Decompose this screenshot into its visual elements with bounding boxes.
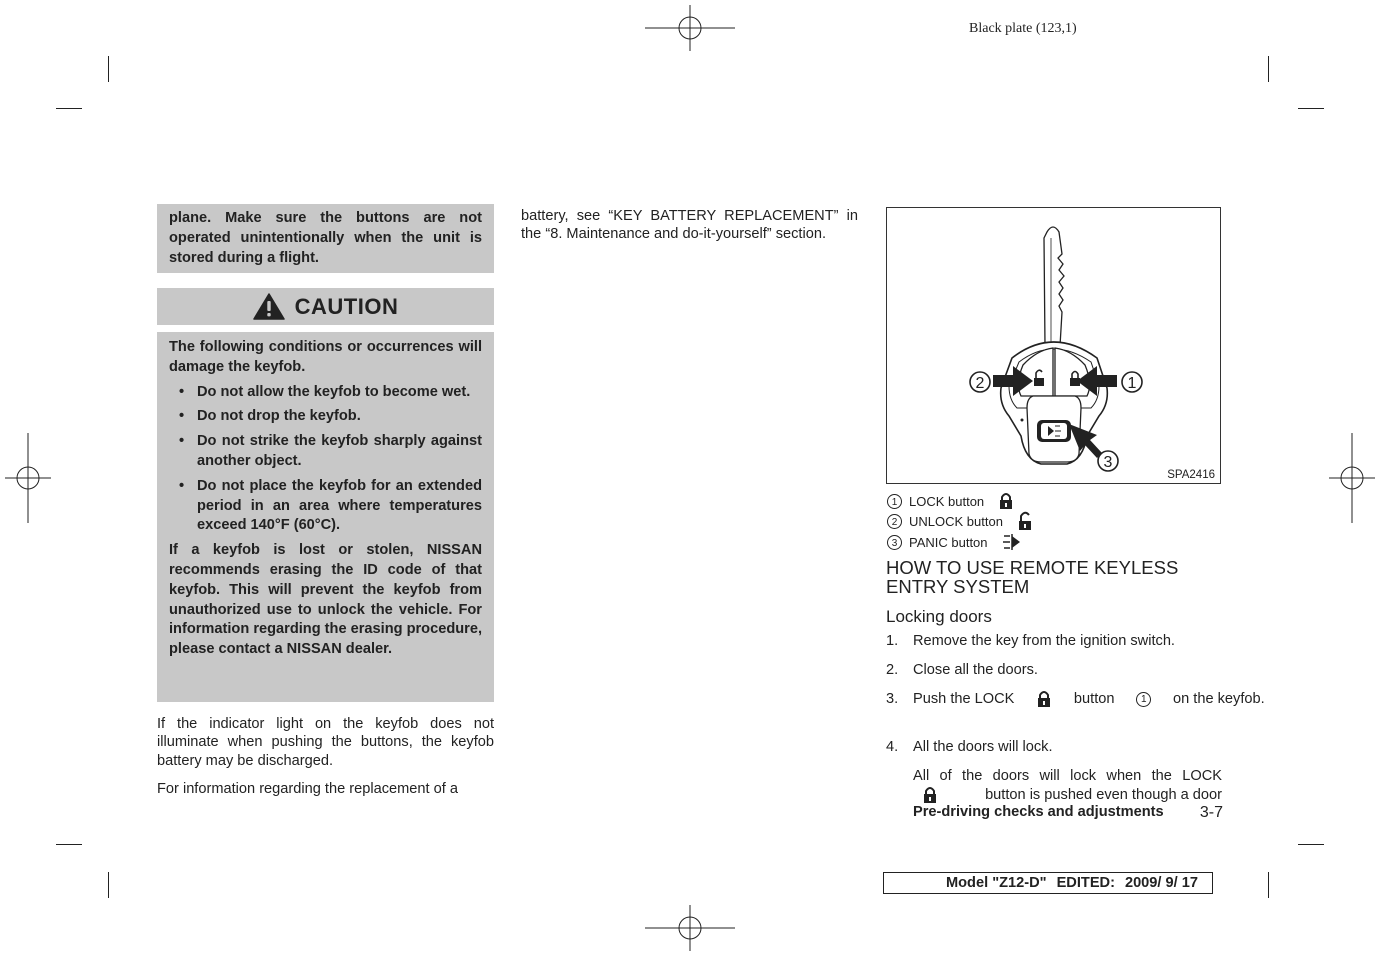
lock-icon <box>922 786 938 804</box>
crop-mark <box>108 872 109 898</box>
crop-mark <box>108 56 109 82</box>
crop-mark <box>1298 844 1324 845</box>
caution-title: CAUTION <box>294 293 399 319</box>
indicator-paragraph: If the indicator light on the keyfob does not illuminate when pushing the buttons, the keyfob battery may be discharged. <box>157 716 494 769</box>
crop-mark <box>56 108 82 109</box>
edited-value: 2009/ 9/ 17 <box>1124 875 1198 891</box>
warning-continuation-text: plane. Make sure the buttons are not operated unintentionally when the unit is stored during a flight. <box>169 210 482 266</box>
step-number: 4. <box>886 739 899 755</box>
caution-header <box>157 288 494 325</box>
step-number: 3. <box>886 691 899 707</box>
page-footer <box>913 804 1223 822</box>
caution-bullet: • Do not place the keyfob for an extended period in an area where temperatures exceed 140°F (60°C). <box>169 477 482 536</box>
followup-line-2 <box>913 786 1222 805</box>
legend-number: 2 <box>887 514 902 529</box>
caution-bullet-list <box>169 383 482 537</box>
step-text: Close all the doors. <box>913 662 1038 678</box>
step-text-3 <box>913 690 1265 727</box>
step-text: Remove the key from the ignition switch. <box>913 633 1175 649</box>
step-item <box>886 690 1265 727</box>
callout-2: 2 <box>975 375 985 392</box>
step-3-post: on the keyfob. <box>1172 691 1265 707</box>
callout-1: 1 <box>1127 375 1137 392</box>
followup-text <box>913 767 1222 804</box>
legend-item-lock <box>887 492 1014 510</box>
model-value: "Z12-D" <box>992 875 1047 891</box>
crop-mark <box>1268 56 1269 82</box>
model-info-box <box>883 872 1213 894</box>
page-number: 3-7 <box>1199 804 1223 821</box>
step-3-callout: 1 <box>1136 692 1151 707</box>
figure-caption: SPA2416 <box>1167 469 1215 481</box>
subsection-heading: Locking doors <box>886 607 992 626</box>
lock-icon <box>998 492 1014 510</box>
registration-mark-right <box>1329 433 1375 523</box>
step-number: 2. <box>886 662 899 678</box>
caution-bullet: • Do not strike the keyfob sharply against another object. <box>169 432 482 472</box>
step-3-pre: Push the LOCK <box>913 691 1015 707</box>
followup-line-1: All of the doors will lock when the LOCK <box>913 768 1222 784</box>
legend-label: LOCK button <box>909 493 985 509</box>
unlock-icon <box>1017 511 1033 531</box>
warning-continuation-box <box>157 204 494 273</box>
battery-paragraph: battery, see “KEY BATTERY REPLACEMENT” in the “8. Maintenance and do-it-yourself” section. <box>521 208 858 243</box>
step-item <box>886 661 1222 680</box>
step-number: 1. <box>886 633 899 649</box>
crop-mark <box>1268 872 1269 898</box>
followup-paragraph <box>886 767 1222 804</box>
caution-bullet: • Do not drop the keyfob. <box>169 407 482 427</box>
step-item <box>886 738 1222 757</box>
edited-label: EDITED: <box>1056 875 1115 891</box>
registration-mark-bottom <box>645 905 735 951</box>
step-item <box>886 632 1222 651</box>
warning-triangle-icon <box>253 293 285 320</box>
legend-label: PANIC button <box>909 534 988 550</box>
caution-intro: The following conditions or occurrences will damage the keyfob. <box>169 339 482 375</box>
registration-mark-left <box>5 433 51 523</box>
lock-icon <box>1036 690 1052 708</box>
callout-3: 3 <box>1103 454 1113 471</box>
section-heading: HOW TO USE REMOTE KEYLESS ENTRY SYSTEM <box>886 557 1179 597</box>
keyfob-figure <box>886 207 1221 484</box>
legend-label: UNLOCK button <box>909 513 1003 529</box>
caution-bullet: • Do not allow the keyfob to become wet. <box>169 383 482 403</box>
caution-box <box>157 332 494 702</box>
legend-item-panic <box>887 533 1022 551</box>
replacement-paragraph: For information regarding the replacement of a <box>157 781 458 797</box>
step-text: All the doors will lock. <box>913 739 1053 755</box>
crop-mark <box>56 844 82 845</box>
model-label: Model <box>945 875 993 891</box>
legend-number: 3 <box>887 535 902 550</box>
keyfob-illustration <box>887 208 1220 483</box>
step-3-mid: button <box>1073 691 1115 707</box>
legend-number: 1 <box>887 494 902 509</box>
registration-mark-top <box>645 5 735 51</box>
panic-icon <box>1002 533 1022 551</box>
step-3-line-1 <box>913 690 1265 709</box>
step-3-line-2 <box>913 709 1222 727</box>
plate-label: Black plate (123,1) <box>969 21 1077 36</box>
caution-note: If a keyfob is lost or stolen, NISSAN recommends erasing the ID code of that keyfob. This will prevent the keyfob from unauthorized use to unlock the vehicle. For information regarding the erasing procedure, please contact a NISSAN dealer. <box>169 542 483 658</box>
section-title: Pre-driving checks and adjustments <box>913 804 1164 820</box>
crop-mark <box>1298 108 1324 109</box>
legend-item-unlock <box>887 512 1033 530</box>
followup-post: button is pushed even though a door <box>985 786 1222 803</box>
caution-content <box>157 332 494 660</box>
